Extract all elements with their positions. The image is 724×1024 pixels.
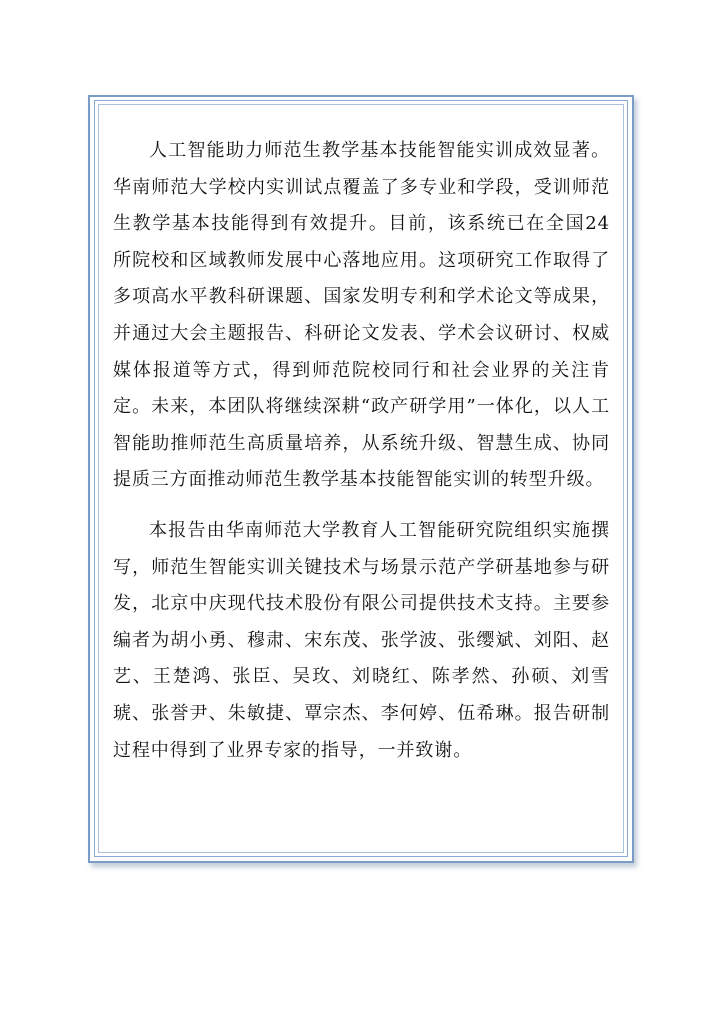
document-body xyxy=(113,133,610,769)
paragraph-acknowledgements: 本报告由华南师范大学教育人工智能研究院组织实施撰写，师范生智能实训关键技术与场景示范产学研基地参与研发，北京中庆现代技术股份有限公司提供技术支持。主要参编者为胡小勇、穆肃、宋东茂、张学波、张缨斌、刘阳、赵艺、王楚鸿、张臣、吴玫、刘晓红、陈孝然、孙硕、刘雪琥、张誉尹、朱敏捷、覃宗杰、李何婷、伍希琳。报告研制过程中得到了业界专家的指导，一并致谢。 xyxy=(113,519,610,761)
paragraph-results: 人工智能助力师范生教学基本技能智能实训成效显著。华南师范大学校内实训试点覆盖了多专业和学段，受训师范生教学基本技能得到有效提升。目前，该系统已在全国24所院校和区域教师发展中心落地应用。这项研究工作取得了多项高水平教科研课题、国家发明专利和学术论文等成果，并通过大会主题报告、科研论文发表、学术会议研讨、权威媒体报道等方式，得到师范院校同行和社会业界的关注肯定。未来，本团队将继续深耕“政产研学用”一体化，以人工智能助推师范生高质量培养，从系统升级、智慧生成、协同提质三方面推动师范生教学基本技能智能实训的转型升级。 xyxy=(113,140,610,491)
